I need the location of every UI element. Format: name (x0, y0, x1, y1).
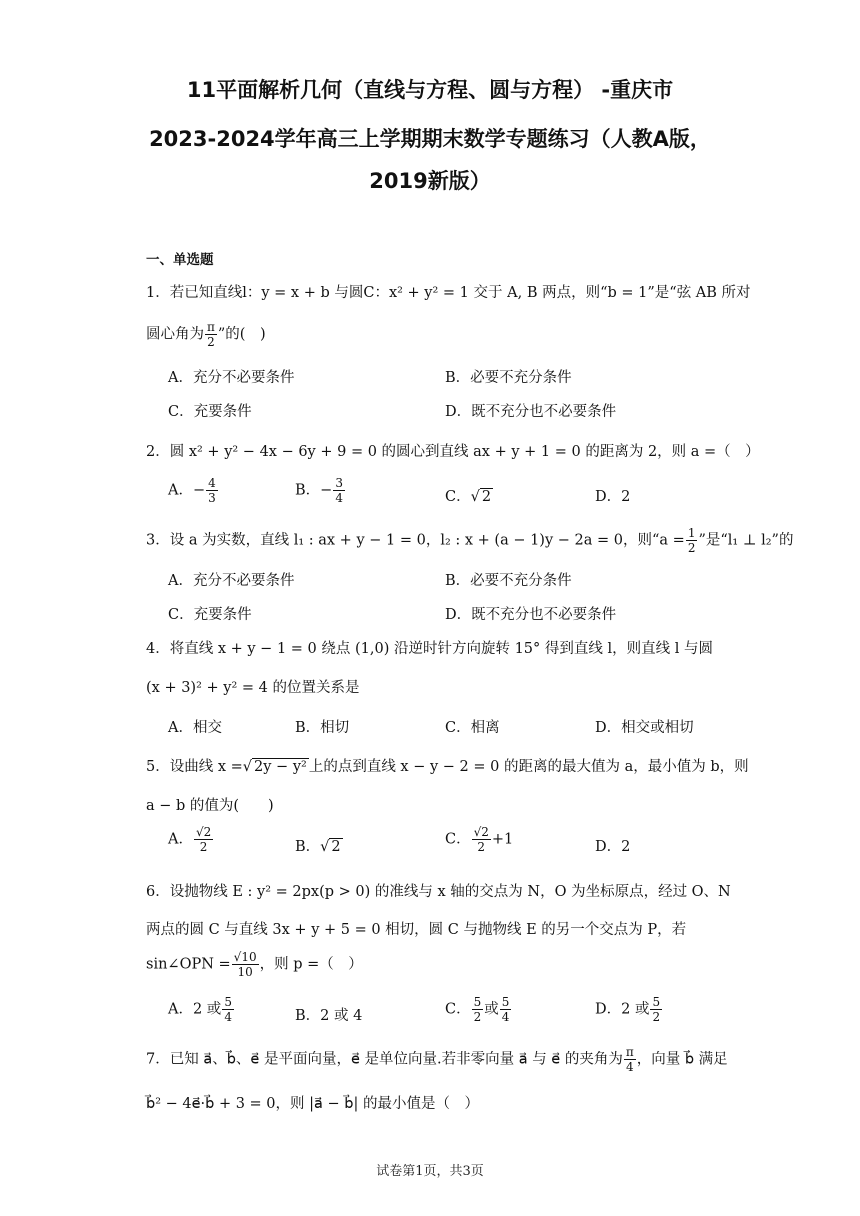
q3-option-b: B．必要不充分条件 (445, 573, 572, 589)
q4-stem-2: (x + 3)² + y² = 4 的位置关系是 (146, 680, 360, 696)
q5-option-a: A． $\frac{√2}{2}$ (168, 825, 212, 854)
q5-option-b: B．√ 2 (295, 839, 341, 855)
q6-stem-2: 两点的圆 C 与直线 3x + y + 5 = 0 相切，圆 C 与抛物线 E 的另一个交点为 P，若 (146, 922, 687, 938)
q4-stem: 4．将直线 x + y − 1 = 0 绕点 (1,0) 沿逆时针方向旋转 15° 得到直线 l，则直线 l 与圆 (146, 641, 713, 657)
q1-option-c: C．充要条件 (168, 404, 252, 420)
q1-option-b: B．必要不充分条件 (445, 370, 572, 386)
q5-option-d: D．2 (595, 839, 631, 855)
q3-option-c: C．充要条件 (168, 607, 252, 623)
q3-option-a: A．充分不必要条件 (168, 573, 295, 589)
q3-option-d: D．既不充分也不必要条件 (445, 607, 617, 623)
q6-option-c: C． $\frac{5}{2}$ 或 $\frac{5}{4}$ (445, 995, 510, 1024)
q6-stem: 6．设抛物线 E : y² = 2px(p > 0) 的准线与 x 轴的交点为 N，O 为坐标原点，经过 O、N (146, 884, 731, 900)
q4-option-a: A．相交 (168, 720, 222, 736)
page-footer: 试卷第1页，共3页 (376, 1164, 484, 1179)
q1-stem-2: 圆心角为 $\frac{\pi}{2}$ ”的( ) (146, 320, 266, 349)
q2-option-b: B．− $\frac{3}{4}$ (295, 476, 343, 505)
q5-stem-2: a − b 的值为( ) (146, 798, 274, 814)
q1-fraction: $\frac{\pi}{2}$ (207, 320, 215, 349)
q4-option-d: D．相交或相切 (595, 720, 694, 736)
q5-option-c: C． $\frac{√2}{2}$ +1 (445, 825, 514, 854)
q4-option-b: B．相切 (295, 720, 350, 736)
q1-stem: 1．若已知直线l：y = x + b 与圆C：x² + y² = 1 交于 A, B 两点，则“b = 1”是“弦 AB 所对 (146, 285, 751, 301)
q6-option-b: B．2 或 4 (295, 1008, 363, 1024)
q6-option-d: D．2 或 $\frac{5}{2}$ (595, 995, 661, 1024)
q6-stem-3: sin∠OPN = $\frac{√10}{10}$ ，则 p =（ ） (146, 950, 363, 979)
q7-stem: 7．已知 a⃗、b⃗、e⃗ 是平面向量，e⃗ 是单位向量.若非零向量 a⃗ 与 e⃗ 的夹角为 $\frac{\pi}{4}$ ，向量 b⃗ 满足 (146, 1045, 728, 1074)
q1-option-d: D．既不充分也不必要条件 (445, 404, 617, 420)
q2-option-d: D．2 (595, 489, 631, 505)
title-line-3: 2019新版） (369, 169, 491, 193)
q7-stem-2: b⃗² − 4e⃗·b⃗ + 3 = 0，则 |a⃗ − b⃗| 的最小值是（ ） (146, 1096, 479, 1112)
q1-option-a: A．充分不必要条件 (168, 370, 295, 386)
q2-option-c: C．√ 2 (445, 489, 492, 505)
q5-stem: 5．设曲线 x =√ 2y − y² 上的点到直线 x − y − 2 = 0 的距离的最大值为 a，最小值为 b，则 (146, 759, 749, 775)
q2-stem: 2．圆 x² + y² − 4x − 6y + 9 = 0 的圆心到直线 ax + y + 1 = 0 的距离为 2，则 a =（ ） (146, 444, 760, 460)
title-line-1: 11平面解析几何（直线与方程、圆与方程） -重庆市 (186, 78, 674, 102)
q3-stem: 3．设 a 为实数，直线 l₁ : ax + y − 1 = 0，l₂ : x + (a − 1)y − 2a = 0，则“a = $\frac{1}{2}$ ”是“l₁ ⊥ l₂”的 (146, 526, 794, 555)
q6-option-a: A．2 或 $\frac{5}{4}$ (168, 995, 232, 1024)
q4-option-c: C．相离 (445, 720, 500, 736)
q2-option-a: A．− $\frac{4}{3}$ (168, 476, 216, 505)
section-heading: 一、单选题 (146, 252, 214, 268)
title-line-2: 2023-2024学年高三上学期期末数学专题练习（人教A版， (149, 127, 711, 151)
